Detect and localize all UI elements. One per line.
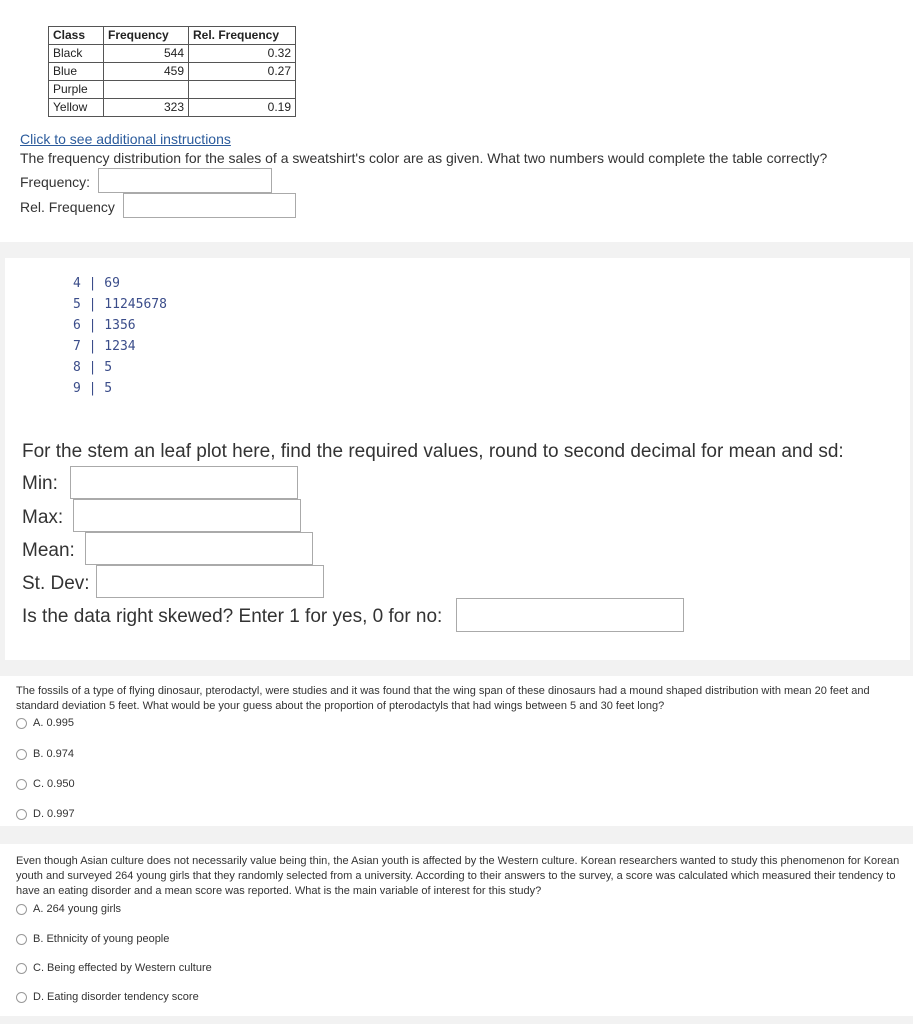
mean-input[interactable] (85, 532, 313, 565)
radio-button[interactable] (16, 779, 27, 790)
option-label: C. 0.950 (33, 778, 75, 790)
radio-button[interactable] (16, 809, 27, 820)
radio-button[interactable] (16, 718, 27, 729)
radio-button[interactable] (16, 904, 27, 915)
rel-frequency-label: Rel. Frequency (20, 199, 115, 215)
table-cell: 0.19 (189, 99, 296, 117)
table-row (49, 81, 296, 99)
option-d[interactable] (16, 808, 75, 820)
option-c[interactable] (16, 778, 75, 790)
question-4-panel (0, 844, 913, 1016)
option-d[interactable] (16, 991, 199, 1003)
table-cell: 323 (104, 99, 189, 117)
question-2-panel (5, 258, 910, 660)
radio-button[interactable] (16, 934, 27, 945)
option-a[interactable] (16, 717, 74, 729)
table-cell: 0.32 (189, 45, 296, 63)
table-cell: Purple (49, 81, 104, 99)
question-4-text: Even though Asian culture does not necessarily value being thin, the Asian youth is affected by the Western culture. Korean researchers wanted to study this phenomenon for Korean youth and surveyed 264 young girls that they randomly selected from a university. According to their answers to the survey, a score was calculated which measured their tendency to have an eating disorder and a mean score was reported. What is the main variable of interest for this study? (16, 855, 900, 897)
radio-button[interactable] (16, 963, 27, 974)
question-3-text: The fossils of a type of flying dinosaur, pterodactyl, were studies and it was found that the wing span of these dinosaurs had a mound shaped distribution with mean 20 feet and standard deviation 5 feet. What would be your guess about the proportion of pterodactyls that had wings between 5 and 30 feet long? (16, 685, 870, 712)
table-row (49, 99, 296, 117)
max-label: Max: (22, 507, 64, 528)
option-label: A. 0.995 (33, 717, 74, 729)
min-input[interactable] (70, 466, 298, 499)
table-header: Rel. Frequency (189, 27, 296, 45)
table-cell: 459 (104, 63, 189, 81)
option-label: C. Being effected by Western culture (33, 962, 212, 974)
st-dev-input[interactable] (96, 565, 324, 598)
table-cell: Blue (49, 63, 104, 81)
stem-leaf-line: 5 | 11245678 (73, 297, 167, 312)
table-header-row (49, 27, 296, 45)
question-1-text: The frequency distribution for the sales of a sweatshirt's color are as given. What two numbers would complete the table correctly? (20, 150, 828, 166)
option-b[interactable] (16, 748, 74, 760)
question-3-panel (0, 676, 913, 826)
rel-frequency-input[interactable] (123, 193, 296, 218)
table-row (49, 45, 296, 63)
table-row (49, 63, 296, 81)
table-cell: Black (49, 45, 104, 63)
radio-button[interactable] (16, 749, 27, 760)
frequency-table (48, 26, 296, 117)
mean-label: Mean: (22, 540, 75, 561)
frequency-input[interactable] (98, 168, 272, 193)
stem-leaf-line: 9 | 5 (73, 381, 113, 396)
option-c[interactable] (16, 962, 212, 974)
table-cell (189, 81, 296, 99)
option-label: A. 264 young girls (33, 903, 122, 915)
stem-leaf-line: 8 | 5 (73, 360, 113, 375)
frequency-label: Frequency: (20, 174, 91, 190)
skew-input[interactable] (456, 598, 684, 632)
table-cell (104, 81, 189, 99)
option-label: B. 0.974 (33, 748, 74, 760)
radio-button[interactable] (16, 992, 27, 1003)
additional-instructions-link[interactable]: Click to see additional instructions (20, 131, 231, 147)
option-label: D. 0.997 (33, 808, 75, 820)
question-1-panel (0, 0, 913, 242)
option-label: D. Eating disorder tendency score (33, 991, 199, 1003)
skew-label: Is the data right skewed? Enter 1 for yes, 0 for no: (22, 606, 443, 627)
question-2-text: For the stem an leaf plot here, find the required values, round to second decimal for mean and sd: (22, 441, 844, 462)
min-label: Min: (22, 473, 58, 494)
stem-leaf-line: 7 | 1234 (73, 339, 136, 354)
table-header: Class (49, 27, 104, 45)
max-input[interactable] (73, 499, 301, 532)
stem-leaf-line: 4 | 69 (73, 276, 120, 291)
table-header: Frequency (104, 27, 189, 45)
st-dev-label: St. Dev: (22, 573, 90, 594)
table-cell: 544 (104, 45, 189, 63)
table-cell: Yellow (49, 99, 104, 117)
option-b[interactable] (16, 933, 169, 945)
option-a[interactable] (16, 903, 121, 915)
table-cell: 0.27 (189, 63, 296, 81)
option-label: B. Ethnicity of young people (33, 933, 170, 945)
stem-leaf-line: 6 | 1356 (73, 318, 136, 333)
